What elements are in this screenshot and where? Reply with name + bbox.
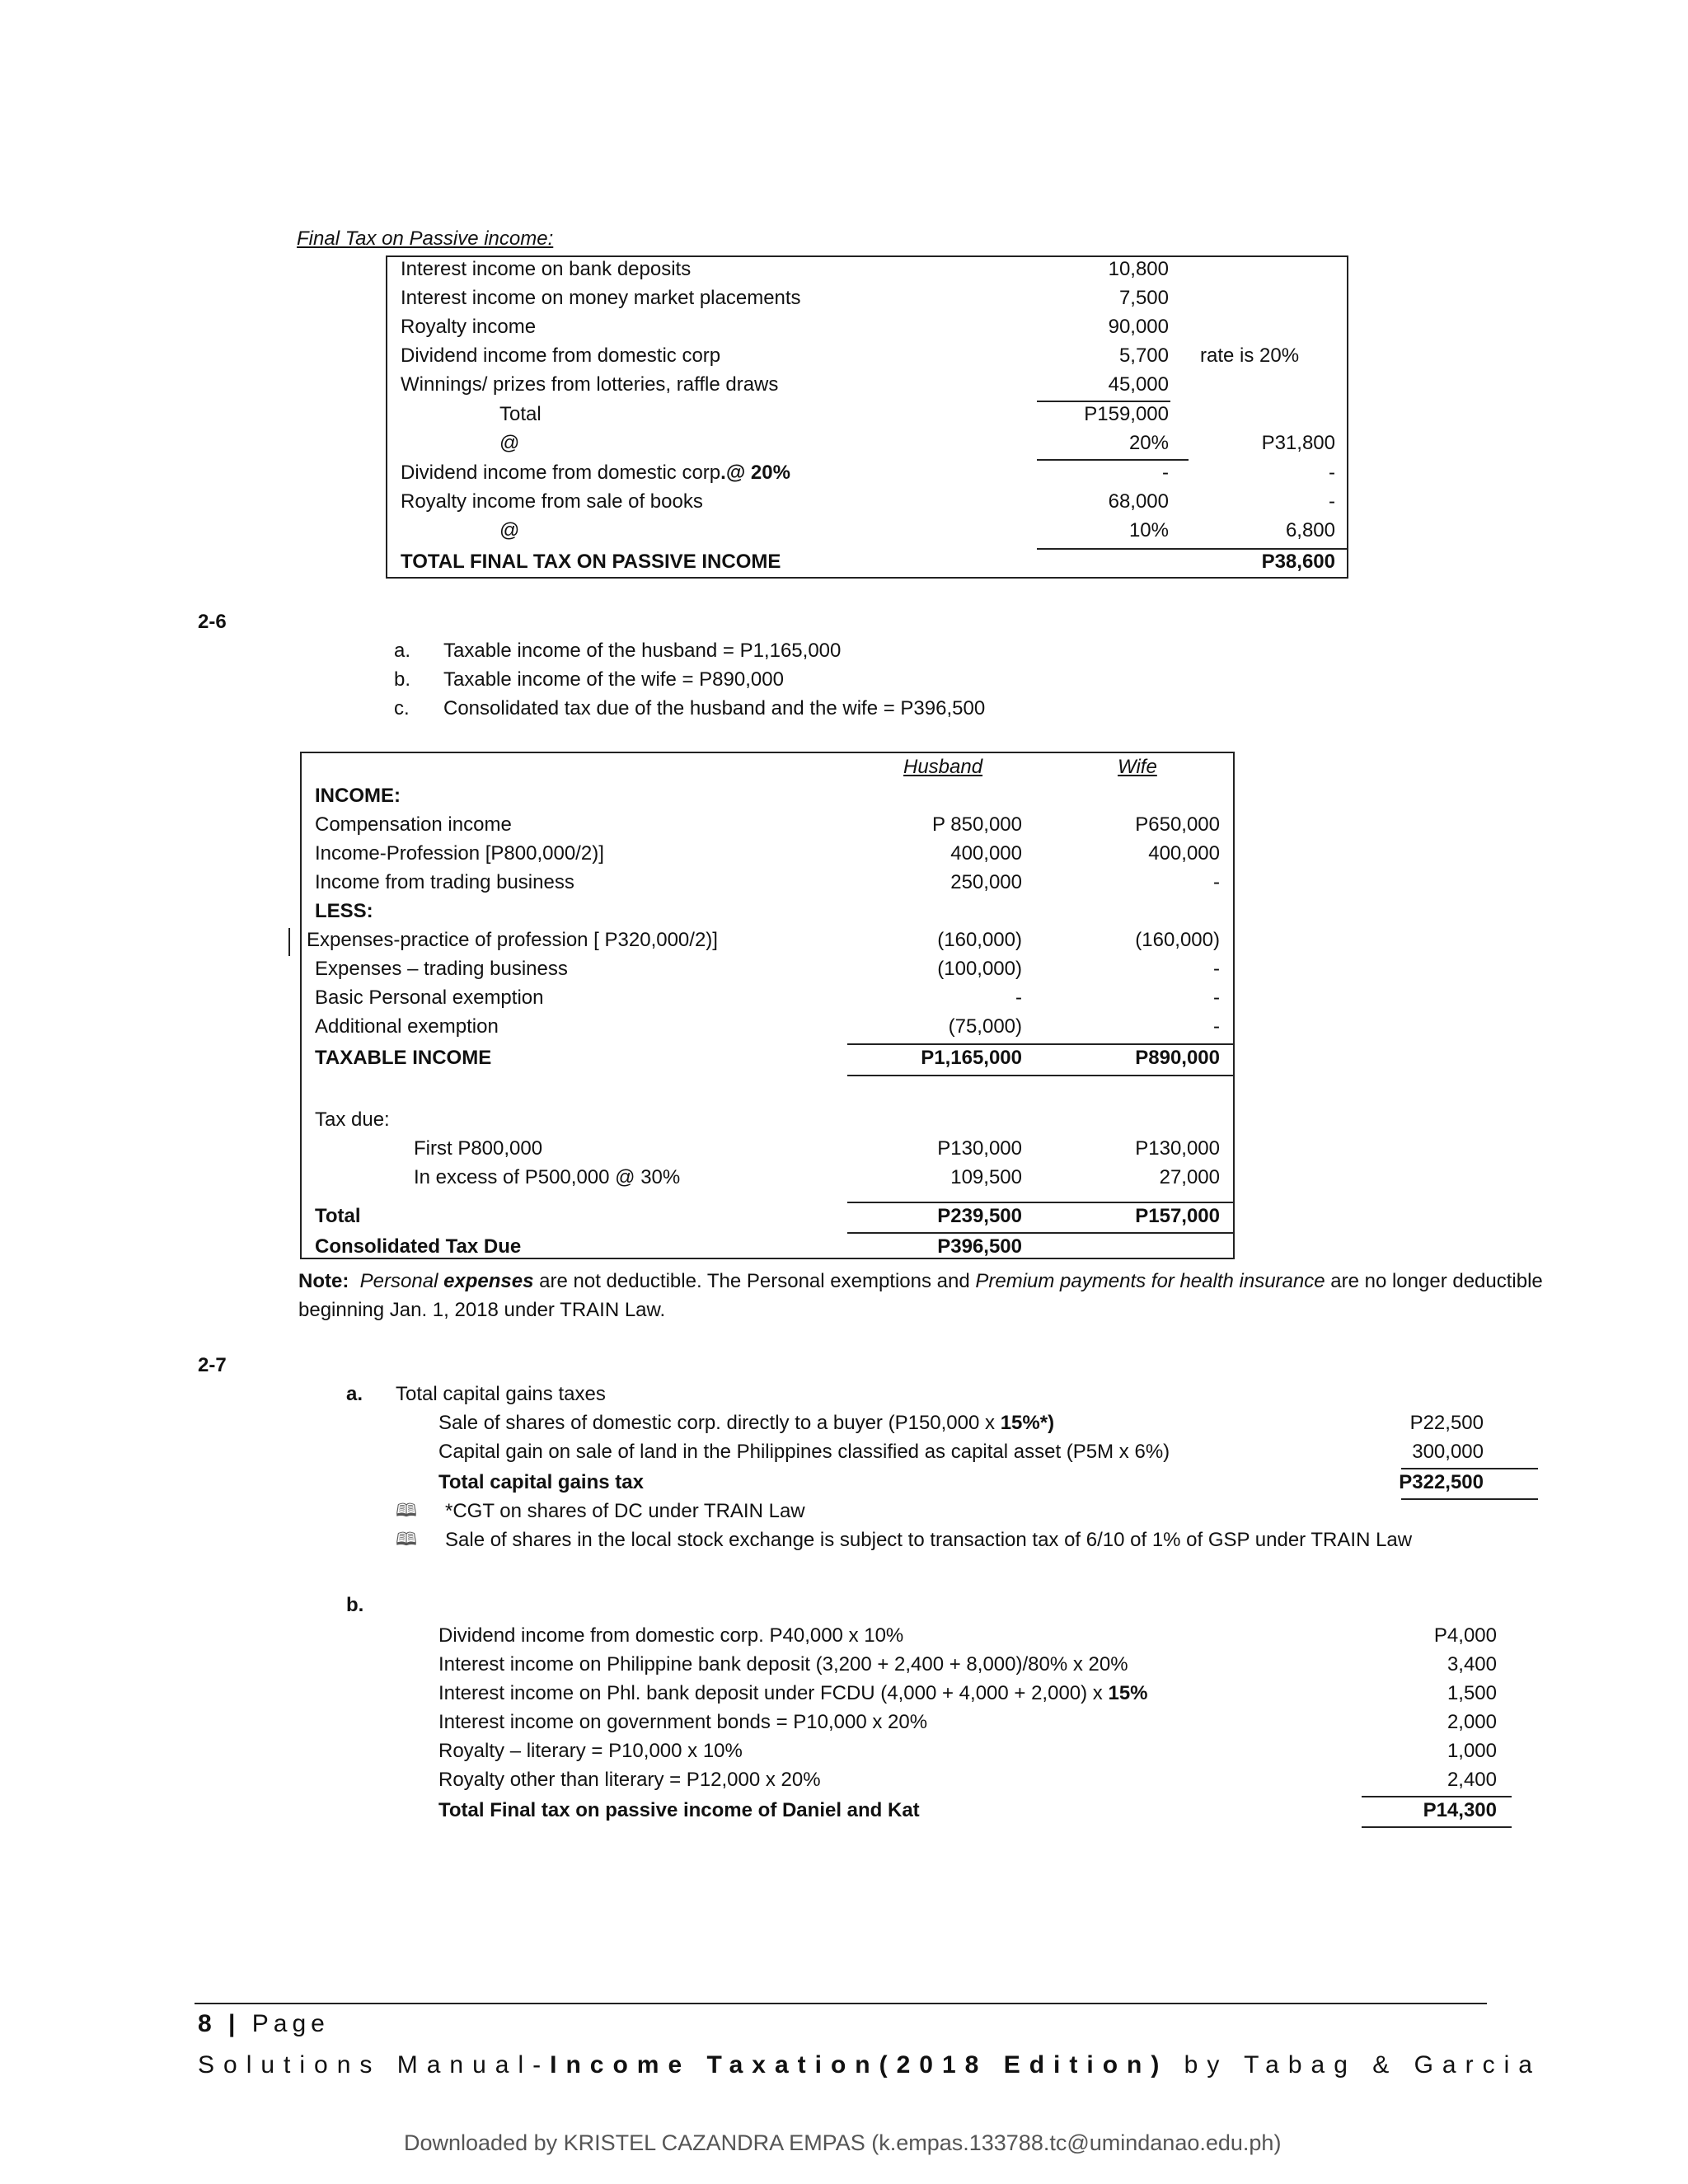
row-amount: 10% bbox=[1128, 519, 1169, 541]
consolidated-value: P396,500 bbox=[937, 1235, 1022, 1258]
row-label: Interest income on government bonds = P10,000 x 20% bbox=[438, 1711, 928, 1733]
total-label: Total Final tax on passive income of Daniel and Kat bbox=[438, 1799, 920, 1821]
row-amount: 300,000 bbox=[1412, 1441, 1484, 1463]
row-label: Total bbox=[315, 1205, 361, 1227]
problem-number: 2-7 bbox=[198, 1354, 227, 1376]
row-amount: 2,000 bbox=[1447, 1711, 1497, 1733]
book-icon: 🕮 bbox=[396, 1530, 417, 1550]
husband-value: (75,000) bbox=[948, 1015, 1022, 1038]
wife-value: P130,000 bbox=[1135, 1137, 1220, 1160]
answer-letter: b. bbox=[394, 668, 411, 691]
row-label: Additional exemption bbox=[315, 1015, 499, 1038]
row-tax: P31,800 bbox=[1261, 432, 1335, 454]
husband-value: P 850,000 bbox=[932, 813, 1022, 836]
wife-value: P157,000 bbox=[1135, 1205, 1220, 1227]
row-tax: - bbox=[1329, 490, 1335, 513]
row-amount: P159,000 bbox=[1084, 403, 1169, 425]
row-label: Dividend income from domestic corp. P40,000 x 10% bbox=[438, 1624, 904, 1647]
husband-value: 250,000 bbox=[950, 871, 1022, 893]
wife-value: - bbox=[1213, 987, 1220, 1009]
row-amount: 2,400 bbox=[1447, 1769, 1497, 1791]
row-label: Basic Personal exemption bbox=[315, 987, 544, 1009]
row-label: Interest income on money market placements bbox=[401, 287, 801, 309]
book-icon: 🕮 bbox=[396, 1501, 417, 1521]
row-amount: 20% bbox=[1128, 432, 1169, 454]
part-letter: b. bbox=[346, 1594, 364, 1616]
husband-value: (160,000) bbox=[937, 929, 1022, 951]
problem-number: 2-6 bbox=[198, 611, 227, 633]
download-notice: Downloaded by KRISTEL CAZANDRA EMPAS (k.empas.133788.tc@umindanao.edu.ph) bbox=[404, 2130, 1282, 2155]
row-amount: 1,500 bbox=[1447, 1682, 1497, 1704]
row-label: LESS: bbox=[315, 900, 373, 922]
rate-note: rate is 20% bbox=[1200, 344, 1300, 367]
wife-value: (160,000) bbox=[1135, 929, 1220, 951]
husband-value: P239,500 bbox=[937, 1205, 1022, 1227]
wife-value: - bbox=[1213, 871, 1220, 893]
wife-value: - bbox=[1213, 1015, 1220, 1038]
row-label: Expenses – trading business bbox=[315, 958, 568, 980]
row-label: First P800,000 bbox=[414, 1137, 543, 1160]
row-amount: 10,800 bbox=[1108, 258, 1169, 280]
row-label: Royalty – literary = P10,000 x 10% bbox=[438, 1740, 743, 1762]
row-tax: - bbox=[1329, 462, 1335, 484]
sum-rule bbox=[847, 1075, 1235, 1076]
total-label: Total capital gains tax bbox=[438, 1471, 644, 1493]
row-label: Capital gain on sale of land in the Philippines classified as capital asset (P5M x 6%) bbox=[438, 1441, 1170, 1463]
husband-value: - bbox=[1015, 987, 1022, 1009]
row-label: Compensation income bbox=[315, 813, 512, 836]
husband-value: 109,500 bbox=[950, 1166, 1022, 1188]
row-label: In excess of P500,000 @ 30% bbox=[414, 1166, 681, 1188]
row-label: Dividend income from domestic corp.@ 20% bbox=[401, 462, 790, 484]
wife-value: P890,000 bbox=[1135, 1047, 1220, 1069]
row-amount: P4,000 bbox=[1433, 1624, 1497, 1647]
row-label: Sale of shares of domestic corp. directly to a buyer (P150,000 x 15%*) bbox=[438, 1412, 1055, 1434]
answer-text: Taxable income of the wife = P890,000 bbox=[443, 668, 784, 691]
answer-letter: a. bbox=[394, 640, 411, 662]
row-amount: 68,000 bbox=[1108, 490, 1169, 513]
note-line-1: Note: Personal expenses are not deductible. The Personal exemptions and Premium payments for health insurance are no longer deductible bbox=[298, 1270, 1543, 1292]
row-label: Total bbox=[499, 403, 542, 425]
total-label: TOTAL FINAL TAX ON PASSIVE INCOME bbox=[401, 551, 781, 573]
husband-value: (100,000) bbox=[937, 958, 1022, 980]
book-title: Solutions Manual-Income Taxation(2018 Edition) by Tabag & Garcia bbox=[198, 2051, 1541, 2079]
wife-value: - bbox=[1213, 958, 1220, 980]
row-label: Winnings/ prizes from lotteries, raffle draws bbox=[401, 373, 779, 396]
row-label: Interest income on Phl. bank deposit under FCDU (4,000 + 4,000 + 2,000) x 15% bbox=[438, 1682, 1148, 1704]
footer-rule bbox=[195, 2003, 1487, 2004]
row-amount: 3,400 bbox=[1447, 1653, 1497, 1675]
total-tax: P38,600 bbox=[1261, 551, 1335, 573]
consolidated-label: Consolidated Tax Due bbox=[315, 1235, 522, 1258]
row-label: Income-Profession [P800,000/2)] bbox=[315, 842, 604, 865]
margin-bar bbox=[288, 928, 290, 956]
wife-value: P650,000 bbox=[1135, 813, 1220, 836]
row-amount: 45,000 bbox=[1108, 373, 1169, 396]
row-label: @ bbox=[499, 432, 520, 454]
sum-rule bbox=[1401, 1498, 1538, 1500]
row-label: Royalty income from sale of books bbox=[401, 490, 703, 513]
row-label: Tax due: bbox=[315, 1108, 390, 1131]
husband-value: P1,165,000 bbox=[921, 1047, 1022, 1069]
part-letter: a. bbox=[346, 1383, 363, 1405]
row-label: Dividend income from domestic corp bbox=[401, 344, 721, 367]
wife-value: 400,000 bbox=[1148, 842, 1220, 865]
note-text: Sale of shares in the local stock exchange is subject to transaction tax of 6/10 of 1% of GSP under TRAIN Law bbox=[445, 1529, 1413, 1551]
wife-value: 27,000 bbox=[1159, 1166, 1220, 1188]
row-label: Expenses-practice of profession [ P320,000/2)] bbox=[307, 929, 718, 951]
row-label: Interest income on bank deposits bbox=[401, 258, 692, 280]
part-title: Total capital gains taxes bbox=[396, 1383, 606, 1405]
row-amount: - bbox=[1162, 462, 1169, 484]
row-amount: P22,500 bbox=[1409, 1412, 1484, 1434]
page-number: 8 | Page bbox=[198, 2010, 330, 2037]
row-label: @ bbox=[499, 519, 520, 541]
row-label: INCOME: bbox=[315, 785, 401, 807]
section-title: Final Tax on Passive income: bbox=[297, 227, 554, 250]
row-amount: 90,000 bbox=[1108, 316, 1169, 338]
row-tax: 6,800 bbox=[1285, 519, 1335, 541]
row-label: Income from trading business bbox=[315, 871, 574, 893]
row-amount: 5,700 bbox=[1118, 344, 1169, 367]
row-label: Royalty other than literary = P12,000 x 20% bbox=[438, 1769, 821, 1791]
row-label: Interest income on Philippine bank deposit (3,200 + 2,400 + 8,000)/80% x 20% bbox=[438, 1653, 1128, 1675]
total-amount: P322,500 bbox=[1399, 1471, 1484, 1493]
husband-value: 400,000 bbox=[950, 842, 1022, 865]
row-amount: 7,500 bbox=[1118, 287, 1169, 309]
col-wife: Wife bbox=[1118, 756, 1157, 778]
total-amount: P14,300 bbox=[1423, 1799, 1497, 1821]
answer-letter: c. bbox=[394, 697, 410, 719]
answer-text: Consolidated tax due of the husband and the wife = P396,500 bbox=[443, 697, 986, 719]
answer-text: Taxable income of the husband = P1,165,000 bbox=[443, 640, 842, 662]
husband-value: P130,000 bbox=[937, 1137, 1022, 1160]
row-amount: 1,000 bbox=[1447, 1740, 1497, 1762]
taxable-income-label: TAXABLE INCOME bbox=[315, 1047, 492, 1069]
note-line-2: beginning Jan. 1, 2018 under TRAIN Law. bbox=[298, 1299, 666, 1321]
note-text: *CGT on shares of DC under TRAIN Law bbox=[445, 1500, 805, 1522]
col-husband: Husband bbox=[903, 756, 983, 778]
row-label: Royalty income bbox=[401, 316, 537, 338]
sum-rule bbox=[1362, 1826, 1512, 1828]
